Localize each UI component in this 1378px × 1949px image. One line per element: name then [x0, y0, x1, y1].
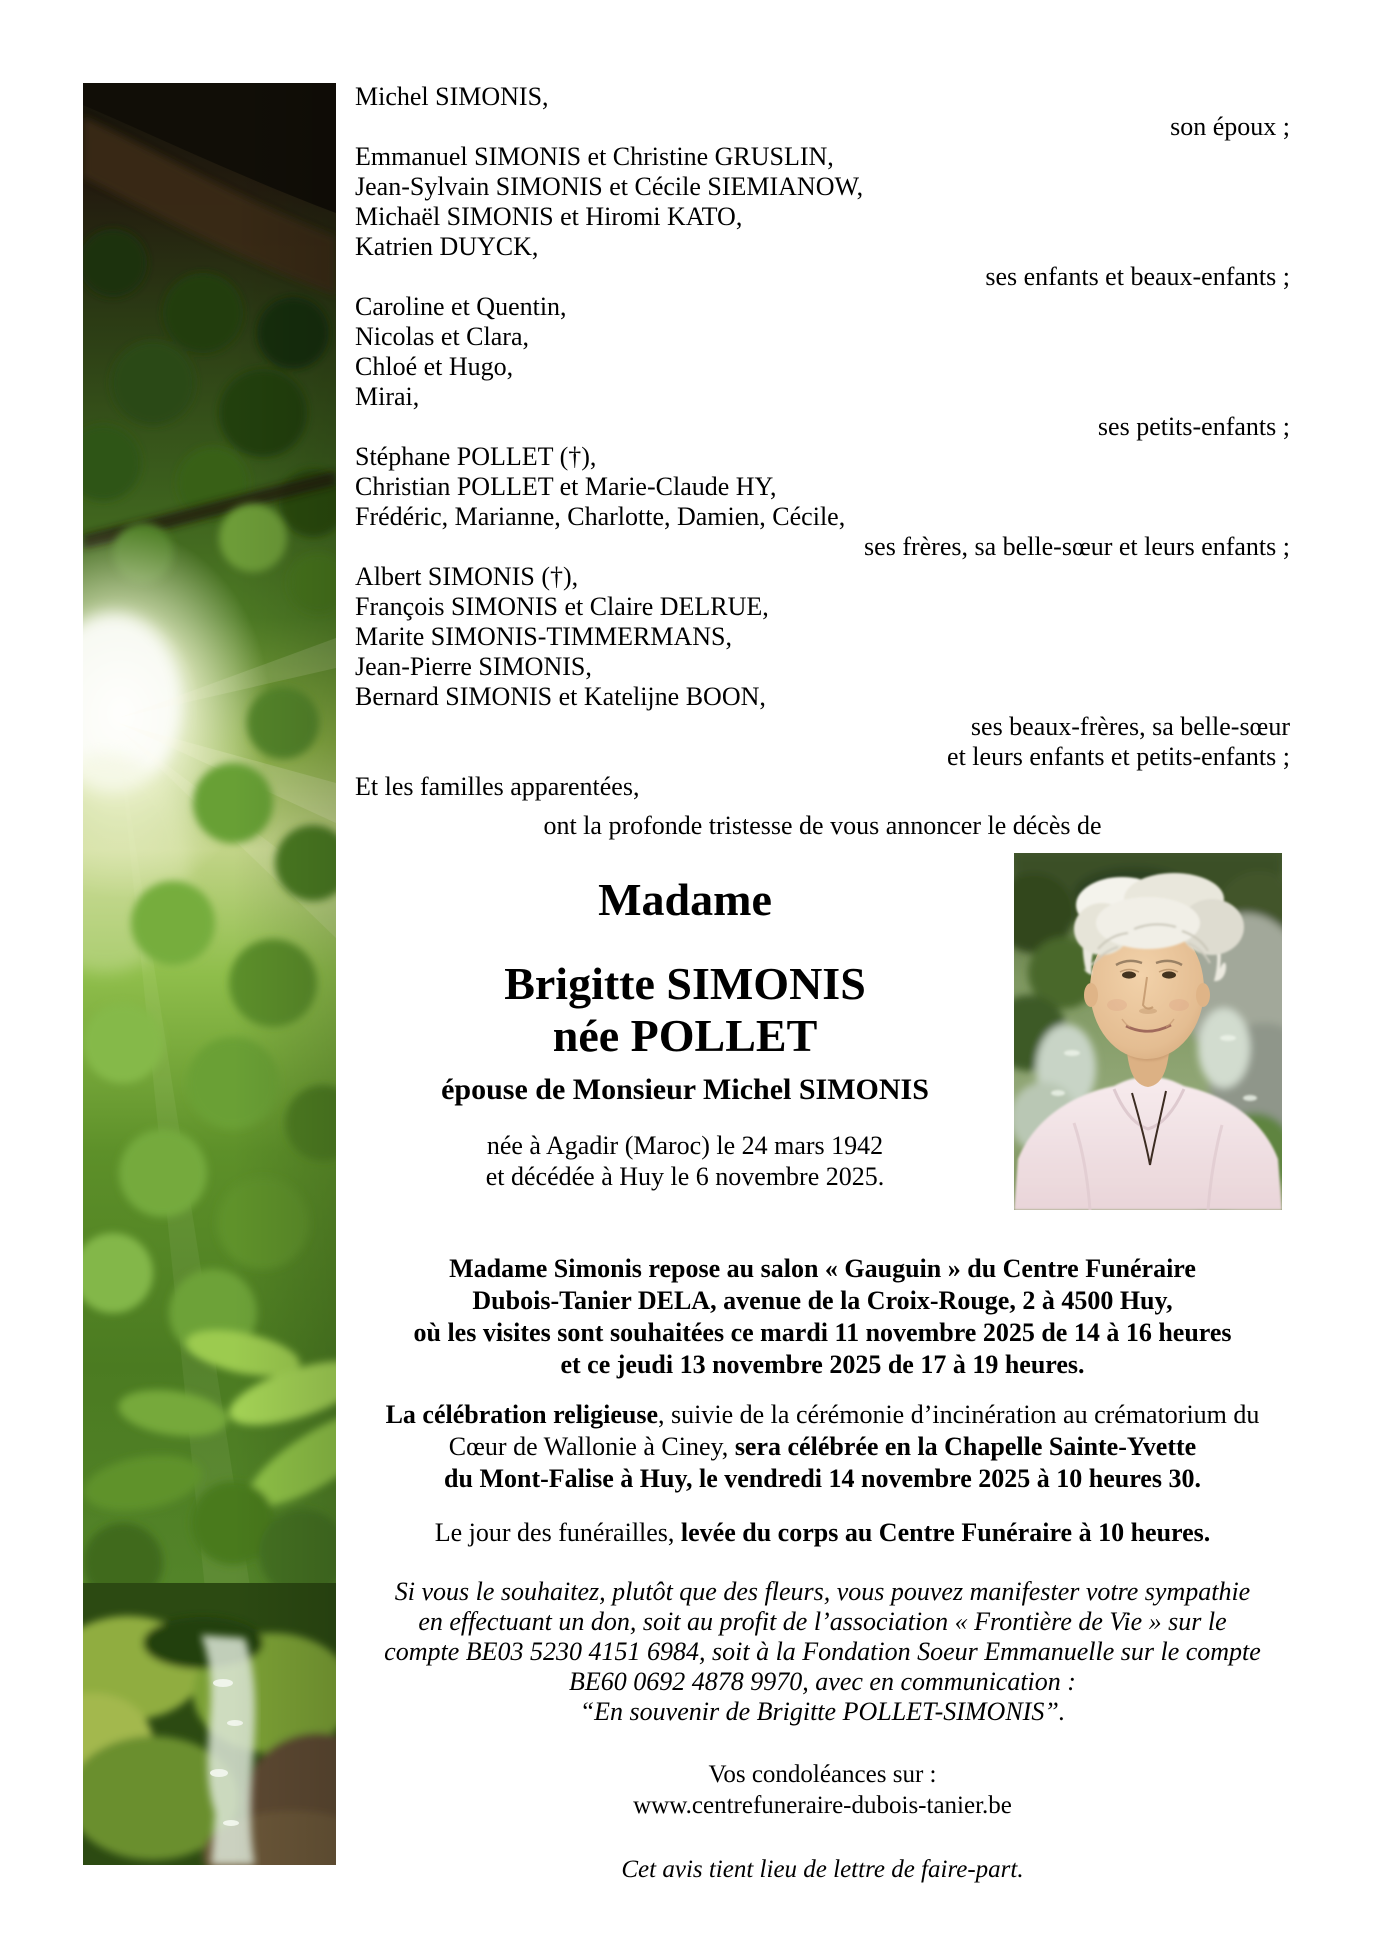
- deceased-spouse-line: épouse de Monsieur Michel SIMONIS: [441, 1073, 929, 1106]
- donation-paragraph: [355, 1577, 1290, 1727]
- birth-line: née à Agadir (Maroc) le 24 mars 1942: [486, 1131, 884, 1160]
- funeral-day-line: [355, 1517, 1290, 1549]
- family-name-line: Marite SIMONIS-TIMMERMANS,: [355, 622, 732, 651]
- footer-notice: Cet avis tient lieu de lettre de faire-part.: [621, 1856, 1024, 1883]
- ceremony-paragraph: [355, 1399, 1290, 1495]
- death-line: et décédée à Huy le 6 novembre 2025.: [485, 1162, 885, 1191]
- deceased-name: Brigitte SIMONIS: [504, 958, 866, 1009]
- relation-line: son époux ;: [1170, 112, 1290, 141]
- portrait-photo: [1014, 853, 1282, 1210]
- family-name-line: Stéphane POLLET (†),: [355, 442, 597, 471]
- donation-line: en effectuant un don, soit au profit de l’association « Frontière de Vie » sur le: [418, 1607, 1227, 1636]
- announcement-line: ont la profonde tristesse de vous annoncer le décès de: [543, 811, 1102, 840]
- family-name-line: Nicolas et Clara,: [355, 322, 529, 351]
- condolences-label: Vos condoléances sur :: [708, 1761, 937, 1788]
- visitation-line: où les visites sont souhaitées ce mardi 11 novembre 2025 de 14 à 16 heures: [413, 1318, 1232, 1347]
- family-name-line: Chloé et Hugo,: [355, 352, 514, 381]
- family-name-line: Albert SIMONIS (†),: [355, 562, 579, 591]
- visitation-line: Dubois-Tanier DELA, avenue de la Croix-Rouge, 2 à 4500 Huy,: [472, 1286, 1173, 1315]
- condolences-website: www.centrefuneraire-dubois-tanier.be: [633, 1792, 1012, 1819]
- forest-photo: [83, 83, 336, 1865]
- deceased-headline: [355, 872, 1015, 1192]
- family-name-line: Emmanuel SIMONIS et Christine GRUSLIN,: [355, 142, 834, 171]
- condolences-block: [355, 1759, 1290, 1821]
- service-details: [355, 1253, 1290, 1885]
- donation-line: BE60 0692 4878 9970, avec en communication :: [569, 1667, 1076, 1696]
- ceremony-text-bold: La célébration religieuse: [385, 1400, 659, 1429]
- family-name-line: Christian POLLET et Marie-Claude HY,: [355, 472, 777, 501]
- family-enumeration: [355, 82, 1290, 842]
- relation-line: ses frères, sa belle-sœur et leurs enfants ;: [864, 532, 1290, 561]
- donation-line: Si vous le souhaitez, plutôt que des fleurs, vous pouvez manifester votre sympathie: [394, 1577, 1251, 1606]
- ceremony-line: [355, 1399, 1290, 1431]
- family-name-line: Bernard SIMONIS et Katelijne BOON,: [355, 682, 766, 711]
- ceremony-line: du Mont-Falise à Huy, le vendredi 14 novembre 2025 à 10 heures 30.: [444, 1464, 1201, 1493]
- ceremony-text-bold: sera célébrée en la Chapelle Sainte-Yvette: [734, 1432, 1197, 1461]
- family-name-line: Katrien DUYCK,: [355, 232, 539, 261]
- ceremony-text: Cœur de Wallonie à Ciney,: [448, 1432, 735, 1461]
- forest-photo-illustration: [83, 83, 336, 1865]
- relation-line: ses beaux-frères, sa belle-sœur: [970, 712, 1290, 741]
- funeral-day-text-bold: levée du corps au Centre Funéraire à 10 heures.: [680, 1518, 1211, 1547]
- relation-line: ses petits-enfants ;: [1097, 412, 1290, 441]
- family-name-line: Michel SIMONIS,: [355, 82, 549, 111]
- funeral-day-text: Le jour des funérailles,: [434, 1518, 681, 1547]
- visitation-paragraph: [355, 1253, 1290, 1381]
- family-name-line: Caroline et Quentin,: [355, 292, 567, 321]
- family-name-line: Jean-Sylvain SIMONIS et Cécile SIEMIANOW,: [355, 172, 864, 201]
- ceremony-text: , suivie de la cérémonie d’incinération au crématorium du: [658, 1400, 1260, 1429]
- family-name-line: Michaël SIMONIS et Hiromi KATO,: [355, 202, 743, 231]
- family-name-line: Jean-Pierre SIMONIS,: [355, 652, 592, 681]
- donation-line: “En souvenir de Brigitte POLLET-SIMONIS”.: [579, 1697, 1066, 1726]
- relation-line: ses enfants et beaux-enfants ;: [985, 262, 1290, 291]
- ceremony-line: [355, 1431, 1290, 1463]
- visitation-line: et ce jeudi 13 novembre 2025 de 17 à 19 heures.: [560, 1350, 1085, 1379]
- related-families-line: Et les familles apparentées,: [355, 772, 640, 801]
- family-name-line: Mirai,: [355, 382, 420, 411]
- portrait-illustration: [1014, 853, 1282, 1210]
- family-name-line: Frédéric, Marianne, Charlotte, Damien, Cécile,: [355, 502, 846, 531]
- family-name-line: François SIMONIS et Claire DELRUE,: [355, 592, 769, 621]
- donation-line: compte BE03 5230 4151 6984, soit à la Fondation Soeur Emmanuelle sur le compte: [384, 1637, 1261, 1666]
- deceased-maiden-name: née POLLET: [552, 1010, 818, 1061]
- deceased-title: Madame: [598, 874, 772, 925]
- relation-line: et leurs enfants et petits-enfants ;: [947, 742, 1290, 771]
- visitation-line: Madame Simonis repose au salon « Gauguin » du Centre Funéraire: [449, 1254, 1196, 1283]
